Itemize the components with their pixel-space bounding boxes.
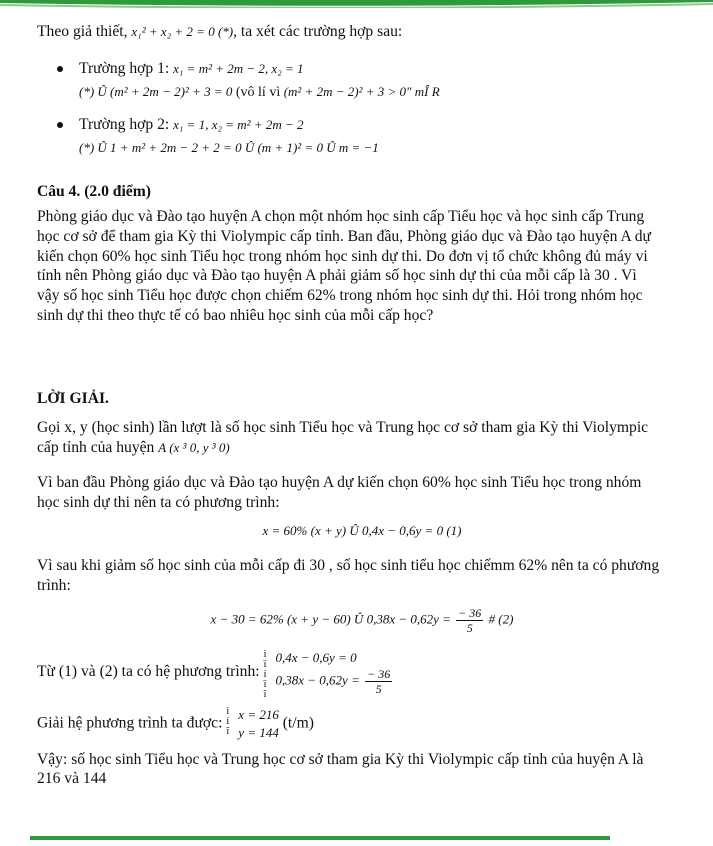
solution-p3 [37,556,687,596]
solution-p2 [37,473,687,513]
fraction-numerator: − 36 [458,605,482,620]
case-2-label: Trường hợp 2: [79,116,174,133]
result-system [226,706,279,742]
equation-1-text: x = 60% (x + y) Û 0,4x − 0,6y = 0 (1) [262,522,462,538]
question-body [37,207,687,326]
question-line: Phòng giáo dục và Đào tạo huyện A chọn một nhóm học sinh cấp Tiểu học và học sinh cấp Trung [37,208,645,225]
fraction-numerator: − 36 [367,666,391,681]
solution-p2-line2: học sinh dự thi nên ta có phương trình: [37,494,280,512]
fraction-denominator: 5 [466,620,473,635]
top-decorative-bar [0,0,713,8]
system-brace: ì ï í ï î [263,647,267,700]
question-line: tính nên Phòng giáo dục và Đào tạo huyện A phải giảm số học sinh dự thi của mỗi cấp là 30 . Vì [37,267,637,285]
solution-p1-line2 [37,438,687,458]
bullet-dot [57,66,63,72]
case-1-values: x₁ = m² + 2m − 2, x₂ = 1 [173,61,304,76]
solve-intro: Giải hệ phương trình ta được: [37,714,227,732]
document-page [37,12,687,789]
question-title: Câu 4. (2.0 điểm) [37,183,151,200]
system-line [37,647,687,700]
system-row-2-fraction [365,667,392,696]
question-line: học cơ sở để tham gia Kỳ thi Violympic cấp tỉnh. Ban đầu, Phòng giáo dục và Đào tạo huyện A dự [37,227,652,245]
result-row-x: x = 216 [238,706,279,722]
solution-p2-line1: Vì ban đầu Phòng giáo dục và Đào tạo huyện A dự kiến chọn 60% học sinh Tiểu học trong nhóm [37,474,642,492]
solution-result-line [37,706,687,742]
result-brace: ì í î [226,704,230,737]
system-intro: Từ (1) và (2) ta có hệ phương trình: [37,662,264,680]
conclusion-line1: Vậy: số học sinh Tiểu học và Trung học cơ sở tham gia Kỳ thi Violympic cấp tỉnh của huyện A là [37,750,644,768]
case-2 [37,115,687,134]
case-1-derivation [37,82,687,103]
case-1-note: (vô lí vì [232,85,284,100]
conclusion-line2: 216 và 144 [37,770,107,788]
equation-2-right: # (2) [485,611,514,627]
case-2-eq: (*) Û 1 + m² + 2m − 2 + 2 = 0 Û (m + 1)² = 0 Û m = −1 [79,140,379,155]
question-line: vậy số học sinh Tiểu học được chọn chiếm 62% trong nhóm học sinh dự thi. Hỏi trong nhóm học [37,287,643,305]
equation-2 [37,606,687,635]
intro-equation: x₁² + x₂ + 2 = 0 (*) [131,24,234,39]
question-line: sinh dự thi theo thực tế có bao nhiêu học sinh của mỗi cấp học? [37,306,434,324]
intro-prefix: Theo giả thiết, [37,23,132,40]
equation-2-left: x − 30 = 62% (x + y − 60) Û 0,38x − 0,62y = [210,611,455,627]
solution-title: LỜI GIẢI. [37,389,109,407]
question-line: kiến chọn 60% học sinh Tiểu học trong nhóm học sinh dự thi. Do đơn vị tổ chức không đủ máy vi [37,247,648,265]
bullet-dot [57,122,63,128]
case-1-reason: (m² + 2m − 2)² + 3 > 0" mÎ R [283,84,440,99]
intro-suffix: , ta xét các trường hợp sau: [233,23,403,40]
case-1-eq: (*) Û (m² + 2m − 2)² + 3 = 0 [79,84,233,99]
equation-2-fraction [456,606,483,635]
case-2-values: x₁ = 1, x₂ = m² + 2m − 2 [173,117,304,132]
system-row-1: 0,4x − 0,6y = 0 [275,649,357,665]
case-1-label: Trường hợp 1: [79,60,174,77]
case-2-derivation [37,138,687,159]
conclusion [37,750,687,790]
equation-1 [37,523,687,540]
solution-p3-line1: Vì sau khi giảm số học sinh của mỗi cấp đi 30 , số học sinh tiểu học chiếmm 62% nên ta có phương [37,556,660,574]
solution-p1-line1: Gọi x, y (học sinh) lần lượt là số học sinh Tiểu học và Trung học cơ sở tham gia Kỳ thi Violympic [37,418,649,436]
system-row-2 [276,667,395,696]
bottom-decorative-bar [0,828,713,834]
fraction-denominator: 5 [375,681,382,696]
case-1 [37,59,687,78]
system-row-2-left: 0,38x − 0,62y = [275,672,364,688]
solution-p3-line2: trình: [37,576,71,594]
equation-system [263,647,395,700]
solution-p1-text: cấp tỉnh của huyện [37,438,159,456]
solution-p1 [37,418,687,458]
result-note: (t/m) [278,714,314,732]
result-row-y: y = 144 [238,724,279,740]
intro-line [37,22,687,41]
solution-p1-condition: A (x ³ 0, y ³ 0) [158,439,230,455]
